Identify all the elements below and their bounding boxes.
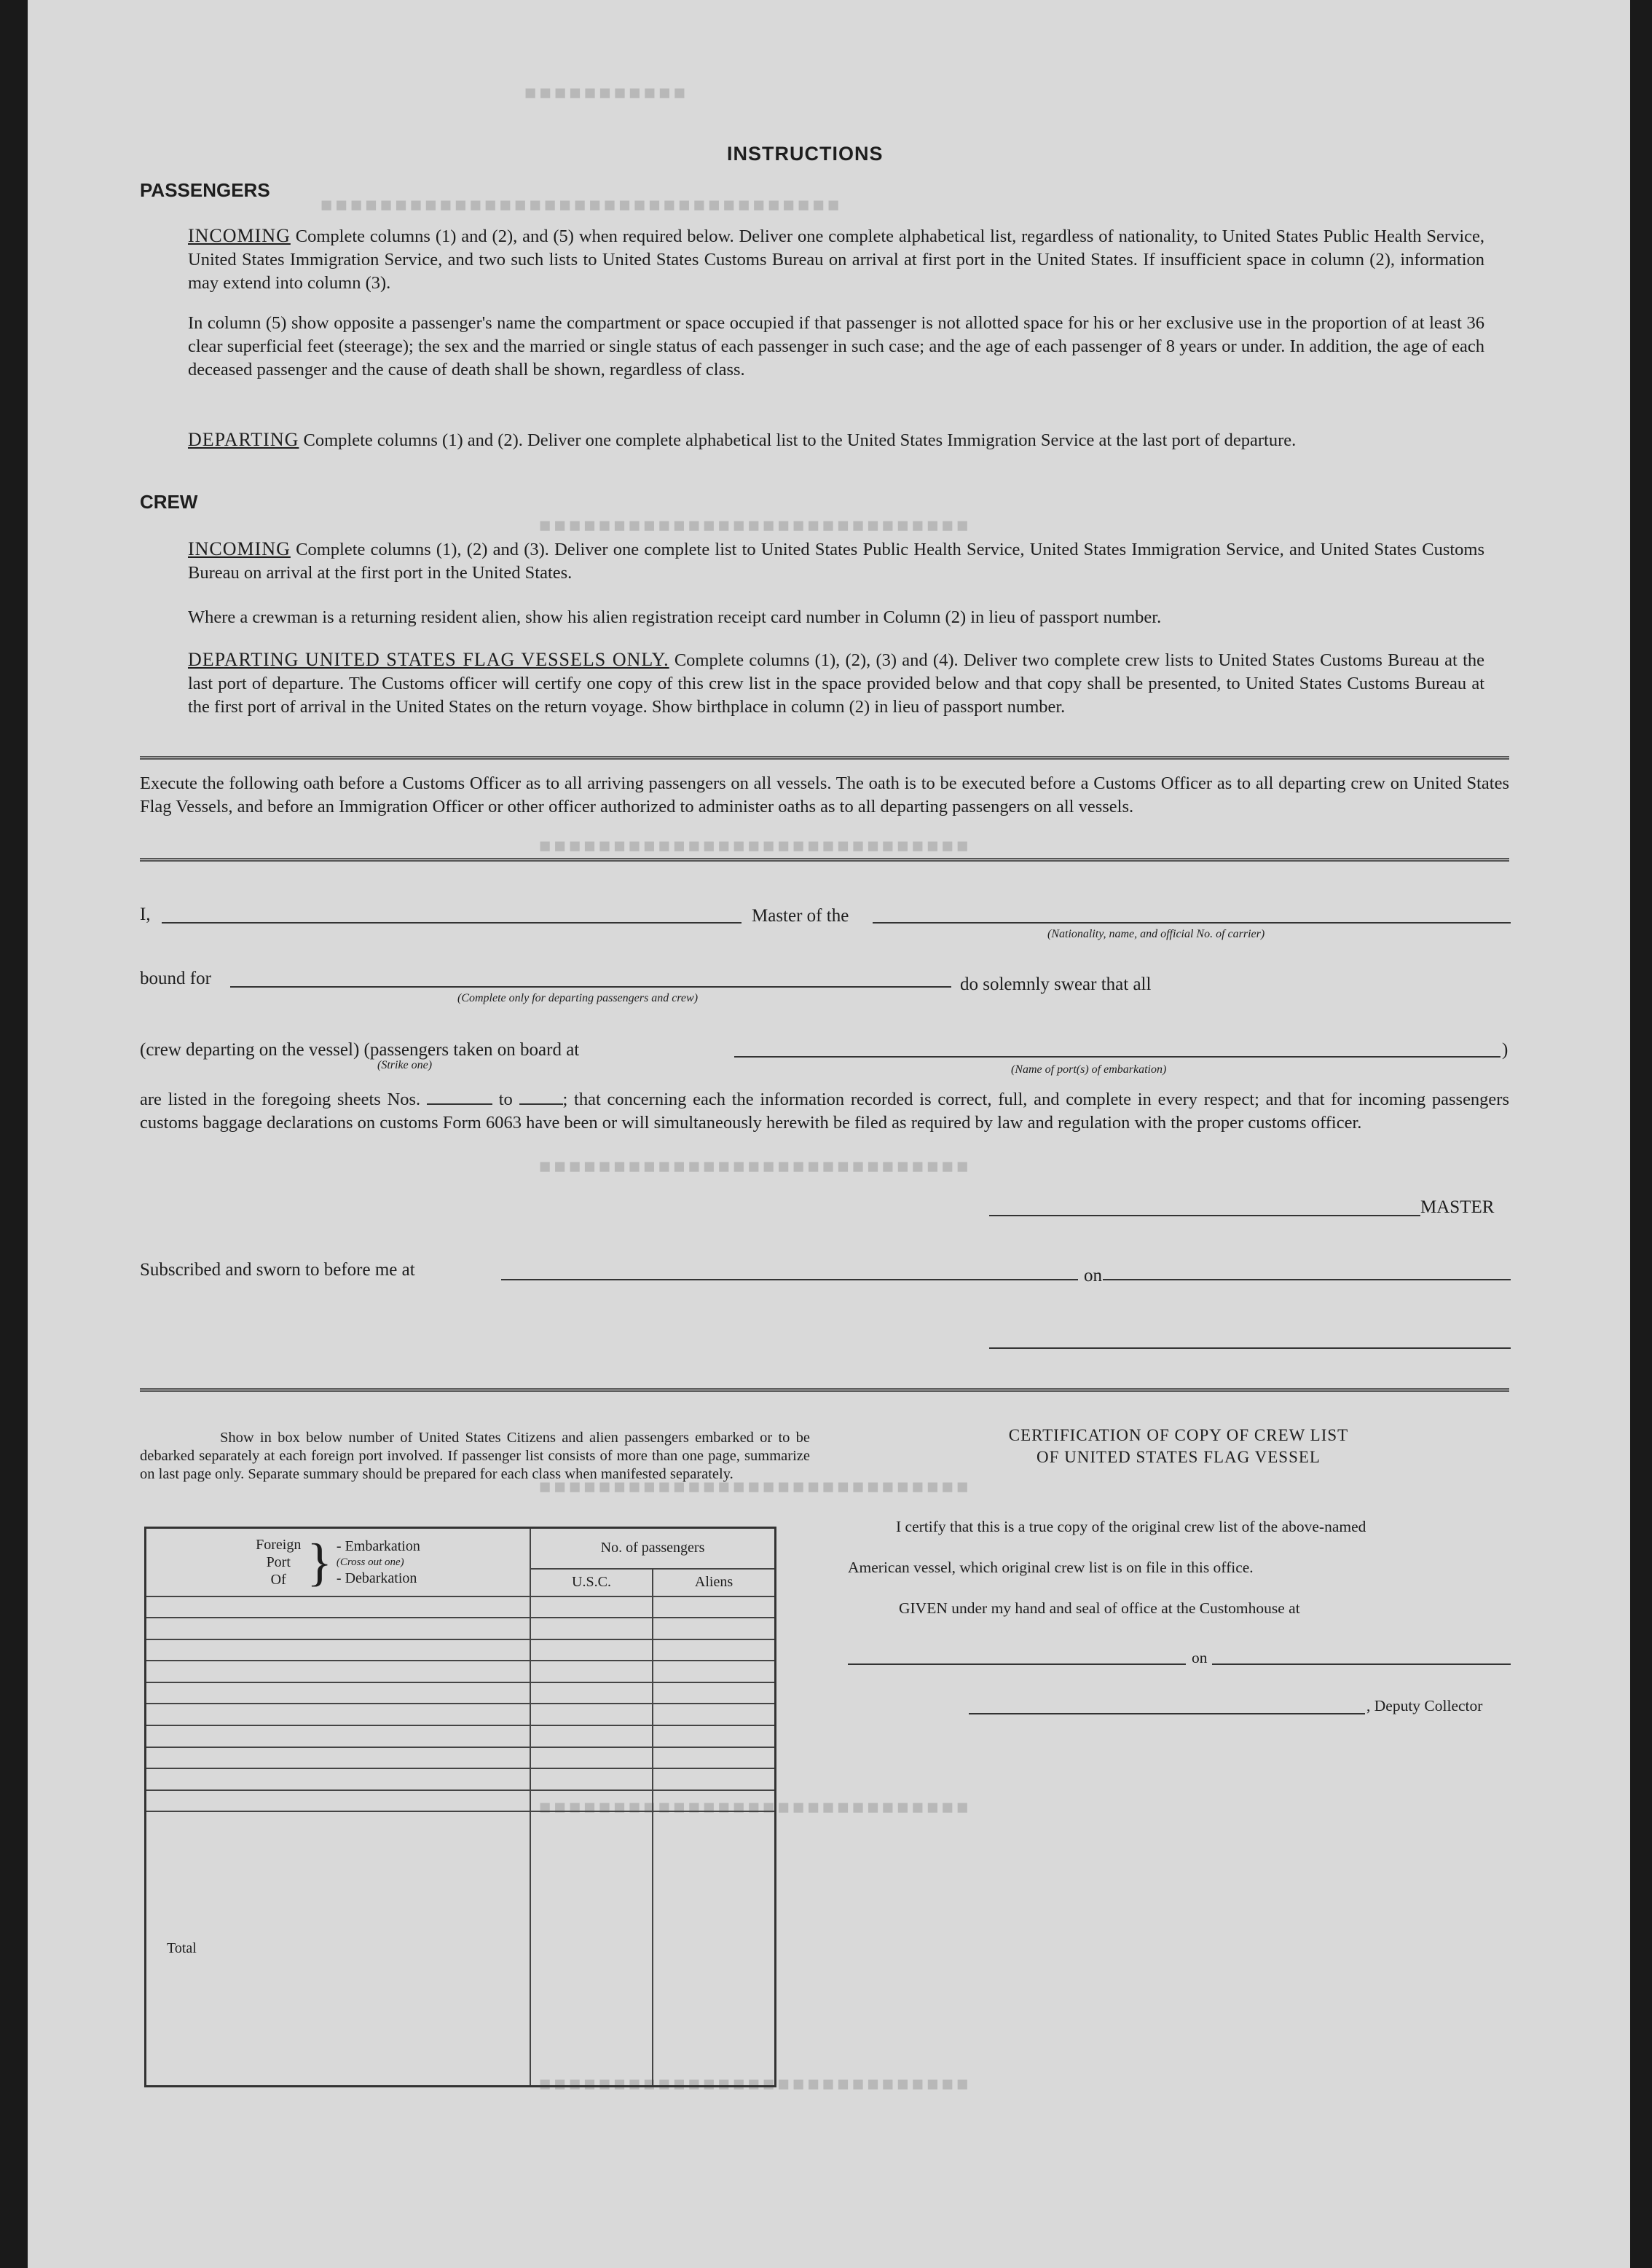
deputy-signature-field[interactable] [969, 1713, 1365, 1714]
section-divider [140, 1388, 1509, 1392]
usc-header: U.S.C. [530, 1569, 653, 1596]
document-title: INSTRUCTIONS [727, 143, 884, 165]
carrier-field[interactable] [873, 922, 1511, 924]
section-divider [140, 756, 1509, 760]
crew-departing-label: DEPARTING UNITED STATES FLAG VESSELS ONLY. [188, 649, 669, 670]
table-row [146, 1596, 776, 1618]
crew-passengers-label: (crew departing on the vessel) (passengers taken on board at [140, 1040, 580, 1060]
table-row [146, 1768, 776, 1790]
crew-incoming [188, 538, 1484, 585]
bound-for-field[interactable] [230, 986, 951, 988]
crew-heading: CREW [140, 491, 198, 513]
cross-out-caption: (Cross out one) [336, 1556, 404, 1568]
crew-incoming-label: INCOMING [188, 538, 291, 559]
passengers-incoming-label: INCOMING [188, 225, 291, 246]
table-row [146, 1747, 776, 1769]
given-line: GIVEN under my hand and seal of office at the Customhouse at [899, 1599, 1300, 1617]
port-label: Port [266, 1554, 291, 1570]
certify-line1: I certify that this is a true copy of the original crew list of the above-named [896, 1518, 1366, 1535]
customhouse-field[interactable] [848, 1663, 1186, 1665]
oath-i-label: I, [140, 905, 151, 924]
aliens-header: Aliens [653, 1569, 776, 1596]
table-row [146, 1725, 776, 1747]
aliens-cell[interactable] [653, 1725, 776, 1747]
master-of-the-label: Master of the [752, 906, 849, 926]
crew-departing [188, 648, 1484, 719]
total-row [146, 1811, 776, 2086]
sworn-location-field[interactable] [501, 1279, 1078, 1280]
passengers-departing [188, 428, 1484, 452]
port-cell[interactable] [146, 1661, 531, 1682]
passengers-incoming [188, 224, 1484, 295]
aliens-cell[interactable] [653, 1747, 776, 1769]
port-cell[interactable] [146, 1768, 531, 1790]
total-aliens-cell[interactable] [653, 1811, 776, 2086]
port-cell[interactable] [146, 1618, 531, 1639]
port-cell[interactable] [146, 1747, 531, 1769]
oath-statement [140, 1088, 1509, 1135]
usc-cell[interactable] [530, 1661, 653, 1682]
aliens-cell[interactable] [653, 1768, 776, 1790]
officer-signature-field[interactable] [989, 1347, 1511, 1349]
embarkation-label: - Embarkation [336, 1537, 420, 1554]
table-row [146, 1618, 776, 1639]
passengers-departing-label: DEPARTING [188, 429, 299, 450]
usc-cell[interactable] [530, 1790, 653, 1812]
certify-line2: American vessel, which original crew list is on file in this office. [848, 1559, 1254, 1576]
summary-note: Show in box below number of United States Citizens and alien passengers embarked or to be debarked separately at each foreign port involved. If passenger list consists of more than one page, summarize on last page only. Separate summary should be prepared for each class when manifested separately. [140, 1430, 810, 1482]
port-cell[interactable] [146, 1682, 531, 1704]
brace-glyph: } [307, 1532, 332, 1591]
usc-cell[interactable] [530, 1596, 653, 1618]
passengers-heading: PASSENGERS [140, 179, 270, 201]
column5-instructions: In column (5) show opposite a passenger's name the compartment or space occupied if that passenger is not allotted space for his or her exclusive use in the proportion of at least 36 clear superficial feet (steerage); the sex and the married or single status of each passenger in such case; and the age of each passenger of 8 years or under. In addition, the age of each deceased passenger and the cause of death shall be shown, regardless of class. [188, 313, 1484, 379]
table-row [146, 1661, 776, 1682]
crew-returning-resident: Where a crewman is a returning resident alien, show his alien registration receipt card number in Column (2) in lieu of passport number. [188, 607, 1162, 627]
port-cell[interactable] [146, 1639, 531, 1661]
bound-for-caption: (Complete only for departing passengers and crew) [457, 992, 699, 1004]
document-page: ▪▪▪▪▪▪▪▪▪▪▪ ▪▪▪▪▪▪▪▪▪▪▪▪▪▪▪▪▪▪▪▪▪▪▪▪▪▪▪▪▪▪▪▪▪▪▪ ▪▪▪▪▪▪▪▪▪▪▪▪▪▪▪▪▪▪▪▪▪▪▪▪▪▪▪▪▪ ▪▪▪▪▪▪▪▪▪▪▪▪▪▪▪▪▪▪▪▪▪▪▪▪▪▪▪▪▪ ▪▪▪▪▪▪▪▪▪▪▪▪▪▪▪▪▪▪▪▪▪▪▪▪▪▪▪▪▪ ▪▪▪▪▪▪▪▪▪▪▪▪▪▪▪▪▪▪▪▪▪▪▪▪▪▪▪▪▪ ▪▪▪▪▪▪▪▪▪▪▪▪▪▪▪▪▪▪▪▪▪▪▪▪▪▪▪▪▪ ▪▪▪▪▪▪▪▪▪▪▪▪▪▪▪▪▪▪▪▪▪▪▪▪▪▪▪▪▪ INSTRUCTIONS PASSENGERS INCOMING Complete columns (1) and (2), and (5) when required below. Deliver one complete alphabetical list, regardless of nationality, to United States Public Health Service, United States Immigration Service, and two such lists to United States Customs Bureau on arrival at first port in the United States. If insufficient space in column (2), information may extend into column (3). In column (5) show opposite a passenger's name the compartment or space occupied if that passenger is not allotted space for his or her exclusive use in the proportion of at least 36 clear superficial feet (steerage); the sex and the married or single status of each passenger in such case; and the age of each passenger of 8 years or under. In addition, the age of each deceased passenger and the cause of death shall be shown, regardless of class. DEPARTING Complete columns (1) and (2). Deliver one complete alphabetical list to the United States Immigration Service at the last port of departure. CREW INCOMING Complete columns (1), (2) and (3). Deliver one complete list to United States Public Health Service, United States Immigration Service, and United States Customs Bureau on arrival at the first port in the United States. Where a crewman is a returning resident alien, show his alien registration receipt card number in Column (2) in lieu of passport number. DEPARTING UNITED STATES FLAG VESSELS ONLY. Complete columns (1), (2), (3) and (4). Deliver two complete crew lists to United States Customs Bureau at the last port of departure. The Customs officer will certify one copy of this crew list in the space provided below and that copy shall be presented, to United States Customs Bureau at the first port of arrival in the United States on the return voyage. Show birthplace in column (2) in lieu of passport number. Execute the following oath before a Customs Officer as to all arriving passengers on all vessels. The oath is to be executed before a Customs Officer as to all departing crew on United States Flag Vessels, and before an Immigration Officer or other officer authorized to administer oaths as to all departing passengers on all vessels. I, Master of the (Nationality, name, and official No. of carrier) bound for (Complete only for departing passengers and crew) do solemnly swear that all (crew departing on the vessel) (passengers taken on board at (Strike one) ) (Name of port(s) of embarkation) are listed in the foregoing sheets Nos. to ; that concerning each the information recorded is correct, full, and complete in every respect; and that for incoming passengers customs baggage declarations on customs Form 6063 have been or will simultaneously herewith be filed as required by law and regulation with the proper customs officer. MASTER Subscribed and sworn to before me at on Show in box below number of United States Citizens and alien passengers embarked or to be debarked separately at each foreign port involved. If passenger list consists of more than one page, summarize on last page only. Separate summary should be prepared for each class when manifested separately. Foreign Port Of } - Embarkation (Cross out one) - Debarkation No. of passengers U.S.C. Aliens Total CERTIFICATION OF COPY OF CREW LIST OF UNITED STATES FLAG VESSEL I certify that this is a true copy of the original crew list of the above-named American vessel, which original crew list is on file in this office. GIVEN under my hand and seal of office at the Customhouse at on , Deputy Collector [28, 0, 1630, 2268]
oath-statement-text: ; that concerning each the information recorded is correct, full, and complete in every respect; and that for incoming passengers customs baggage declarations on customs Form 6063 have been or will simultaneously herewith be filed as required by law and regulation with the proper customs officer. [140, 1090, 1510, 1133]
no-of-passengers-header: No. of passengers [530, 1528, 776, 1569]
passenger-summary-table [144, 1527, 776, 2087]
master-signature-field[interactable] [989, 1215, 1420, 1216]
table-row [146, 1682, 776, 1704]
usc-cell[interactable] [530, 1618, 653, 1639]
sworn-on-label: on [1084, 1266, 1102, 1285]
embarkation-port-caption: (Name of port(s) of embarkation) [1011, 1063, 1167, 1076]
table-row [146, 1639, 776, 1661]
total-label: Total [146, 1811, 531, 2086]
usc-cell[interactable] [530, 1682, 653, 1704]
master-label: MASTER [1420, 1197, 1495, 1217]
crew-incoming-text: Complete columns (1), (2) and (3). Deliver one complete list to United States Public Health Service, United States Immigration Service, and United States Customs Bureau on arrival at the first port in the United States. [188, 540, 1484, 583]
section-divider [140, 858, 1509, 862]
certification-title [851, 1425, 1506, 1468]
usc-cell[interactable] [530, 1768, 653, 1790]
debarkation-label: - Debarkation [336, 1570, 417, 1586]
aliens-cell[interactable] [653, 1704, 776, 1725]
foreign-label: Foreign [256, 1536, 302, 1553]
port-header-cell [146, 1528, 531, 1596]
swear-label: do solemnly swear that all [960, 974, 1152, 994]
port-cell[interactable] [146, 1725, 531, 1747]
usc-cell[interactable] [530, 1704, 653, 1725]
sheets-label: are listed in the foregoing sheets Nos. [140, 1090, 421, 1109]
subscribed-label: Subscribed and sworn to before me at [140, 1260, 415, 1280]
passengers-departing-text: Complete columns (1) and (2). Deliver one complete alphabetical list to the United States Immigration Service at the last port of departure. [303, 430, 1297, 450]
carrier-caption: (Nationality, name, and official No. of carrier) [1047, 928, 1265, 940]
oath-intro: Execute the following oath before a Customs Officer as to all arriving passengers on all vessels. The oath is to be executed before a Customs Officer as to all departing crew on United States Flag Vessels, and before an Immigration Officer or other officer authorized to administer oaths as to all departing passengers on all vessels. [140, 773, 1509, 816]
table-row [146, 1704, 776, 1725]
sworn-date-field[interactable] [1103, 1279, 1511, 1280]
port-cell[interactable] [146, 1596, 531, 1618]
certification-on-label: on [1192, 1649, 1208, 1666]
master-name-field[interactable] [162, 922, 742, 924]
aliens-cell[interactable] [653, 1790, 776, 1812]
bound-for-label: bound for [140, 969, 211, 988]
aliens-cell[interactable] [653, 1596, 776, 1618]
aliens-cell[interactable] [653, 1639, 776, 1661]
sheet-from-field[interactable] [427, 1103, 492, 1105]
strike-one-caption: (Strike one) [377, 1059, 433, 1071]
port-cell[interactable] [146, 1704, 531, 1725]
embarkation-port-field[interactable] [734, 1056, 1500, 1058]
passengers-incoming-text: Complete columns (1) and (2), and (5) when required below. Deliver one complete alphabetical list, regardless of nationality, to United States Public Health Service, United States Immigration Service, and two such lists to United States Customs Bureau on arrival at first port in the United States. If insufficient space in column (2), information may extend into column (3). [188, 227, 1485, 293]
total-usc-cell[interactable] [530, 1811, 653, 2086]
certification-date-field[interactable] [1212, 1663, 1511, 1665]
usc-cell[interactable] [530, 1725, 653, 1747]
aliens-cell[interactable] [653, 1618, 776, 1639]
close-paren: ) [1502, 1040, 1509, 1060]
sheet-to-field[interactable] [519, 1103, 563, 1105]
usc-cell[interactable] [530, 1747, 653, 1769]
aliens-cell[interactable] [653, 1682, 776, 1704]
crew-departing-text: Complete columns (1), (2), (3) and (4). Deliver two complete crew lists to United States Customs Bureau at the last port of departure. The Customs officer will certify one copy of this crew list in the space provided below and that copy shall be presented, to United States Customs Bureau at the first port of arrival in the United States on the return voyage. Show birthplace in column (2) in lieu of passport number. [188, 650, 1485, 717]
to-label: to [498, 1090, 513, 1109]
usc-cell[interactable] [530, 1639, 653, 1661]
deputy-collector-label: , Deputy Collector [1366, 1697, 1483, 1714]
aliens-cell[interactable] [653, 1661, 776, 1682]
of-label: Of [270, 1571, 286, 1588]
table-row [146, 1790, 776, 1812]
certification-title-line2: OF UNITED STATES FLAG VESSEL [1037, 1448, 1321, 1466]
certification-title-line1: CERTIFICATION OF COPY OF CREW LIST [1008, 1426, 1349, 1444]
port-cell[interactable] [146, 1790, 531, 1812]
